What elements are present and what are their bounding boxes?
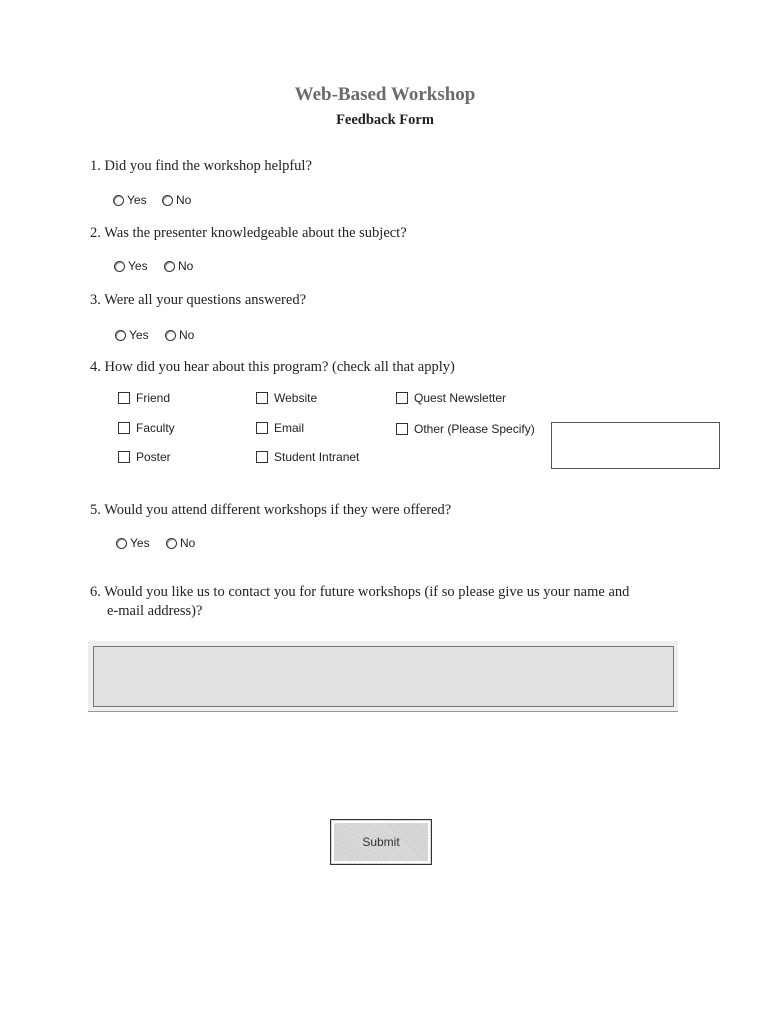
question-6-line-2: e-mail address)?: [107, 603, 203, 619]
question-6-line-1: 6. Would you like us to contact you for future workshops (if so please give us your name and: [90, 584, 630, 600]
q4-website-option[interactable]: [256, 391, 317, 405]
q5-yes-label: Yes: [130, 536, 150, 550]
q4-email-option[interactable]: [256, 421, 304, 435]
question-2: 2. Was the presenter knowledgeable about the subject?: [90, 225, 407, 241]
q4-other-checkbox[interactable]: [396, 423, 408, 435]
q1-no-label: No: [176, 193, 192, 207]
q4-other-label: Other (Please Specify): [414, 422, 535, 436]
q5-no-radio[interactable]: [166, 538, 177, 549]
submit-button-label: Submit: [362, 835, 400, 849]
q4-student-intranet-checkbox[interactable]: [256, 451, 268, 463]
q4-quest-newsletter-checkbox[interactable]: [396, 392, 408, 404]
q4-poster-label: Poster: [136, 450, 171, 464]
q4-faculty-checkbox[interactable]: [118, 422, 130, 434]
q2-yes-radio[interactable]: [114, 261, 125, 272]
q4-student-intranet-option[interactable]: [256, 450, 359, 464]
q2-yes-option[interactable]: [114, 259, 148, 273]
q2-no-label: No: [178, 259, 194, 273]
q3-no-option[interactable]: [165, 328, 194, 342]
q5-yes-radio[interactable]: [116, 538, 127, 549]
q1-yes-option[interactable]: [113, 193, 147, 207]
q4-student-intranet-label: Student Intranet: [274, 450, 360, 464]
q4-quest-newsletter-option[interactable]: [396, 391, 506, 405]
q3-no-radio[interactable]: [165, 330, 176, 341]
q5-no-option[interactable]: [166, 536, 195, 550]
q4-website-checkbox[interactable]: [256, 392, 268, 404]
question-1: 1. Did you find the workshop helpful?: [90, 158, 312, 174]
q4-email-checkbox[interactable]: [256, 422, 268, 434]
q1-yes-radio[interactable]: [113, 195, 124, 206]
q4-friend-option[interactable]: [118, 391, 170, 405]
q4-faculty-label: Faculty: [136, 421, 175, 435]
q2-no-option[interactable]: [164, 259, 193, 273]
q3-yes-option[interactable]: [115, 328, 149, 342]
q4-email-label: Email: [274, 421, 305, 435]
form-subtitle: Feedback Form: [336, 112, 434, 128]
submit-button[interactable]: [330, 819, 432, 865]
q4-website-label: Website: [274, 391, 318, 405]
q5-yes-option[interactable]: [116, 536, 150, 550]
q1-no-option[interactable]: [162, 193, 191, 207]
q5-no-label: No: [180, 536, 196, 550]
question-5: 5. Would you attend different workshops if they were offered?: [90, 502, 452, 518]
q2-yes-label: Yes: [128, 259, 148, 273]
q1-yes-label: Yes: [127, 193, 147, 207]
contact-info-input[interactable]: [93, 646, 674, 707]
q4-friend-checkbox[interactable]: [118, 392, 130, 404]
q3-no-label: No: [179, 328, 195, 342]
q4-faculty-option[interactable]: [118, 421, 175, 435]
q4-quest-newsletter-label: Quest Newsletter: [414, 391, 507, 405]
q4-friend-label: Friend: [136, 391, 171, 405]
q1-no-radio[interactable]: [162, 195, 173, 206]
q4-poster-option[interactable]: [118, 450, 171, 464]
q2-no-radio[interactable]: [164, 261, 175, 272]
form-title: Web-Based Workshop: [294, 84, 476, 105]
q4-poster-checkbox[interactable]: [118, 451, 130, 463]
q4-other-option[interactable]: [396, 422, 535, 436]
q3-yes-label: Yes: [129, 328, 149, 342]
q4-other-specify-input[interactable]: [551, 422, 720, 469]
question-3: 3. Were all your questions answered?: [90, 292, 306, 308]
q3-yes-radio[interactable]: [115, 330, 126, 341]
question-4: 4. How did you hear about this program? (check all that apply): [90, 359, 455, 375]
question-6: [90, 584, 629, 620]
